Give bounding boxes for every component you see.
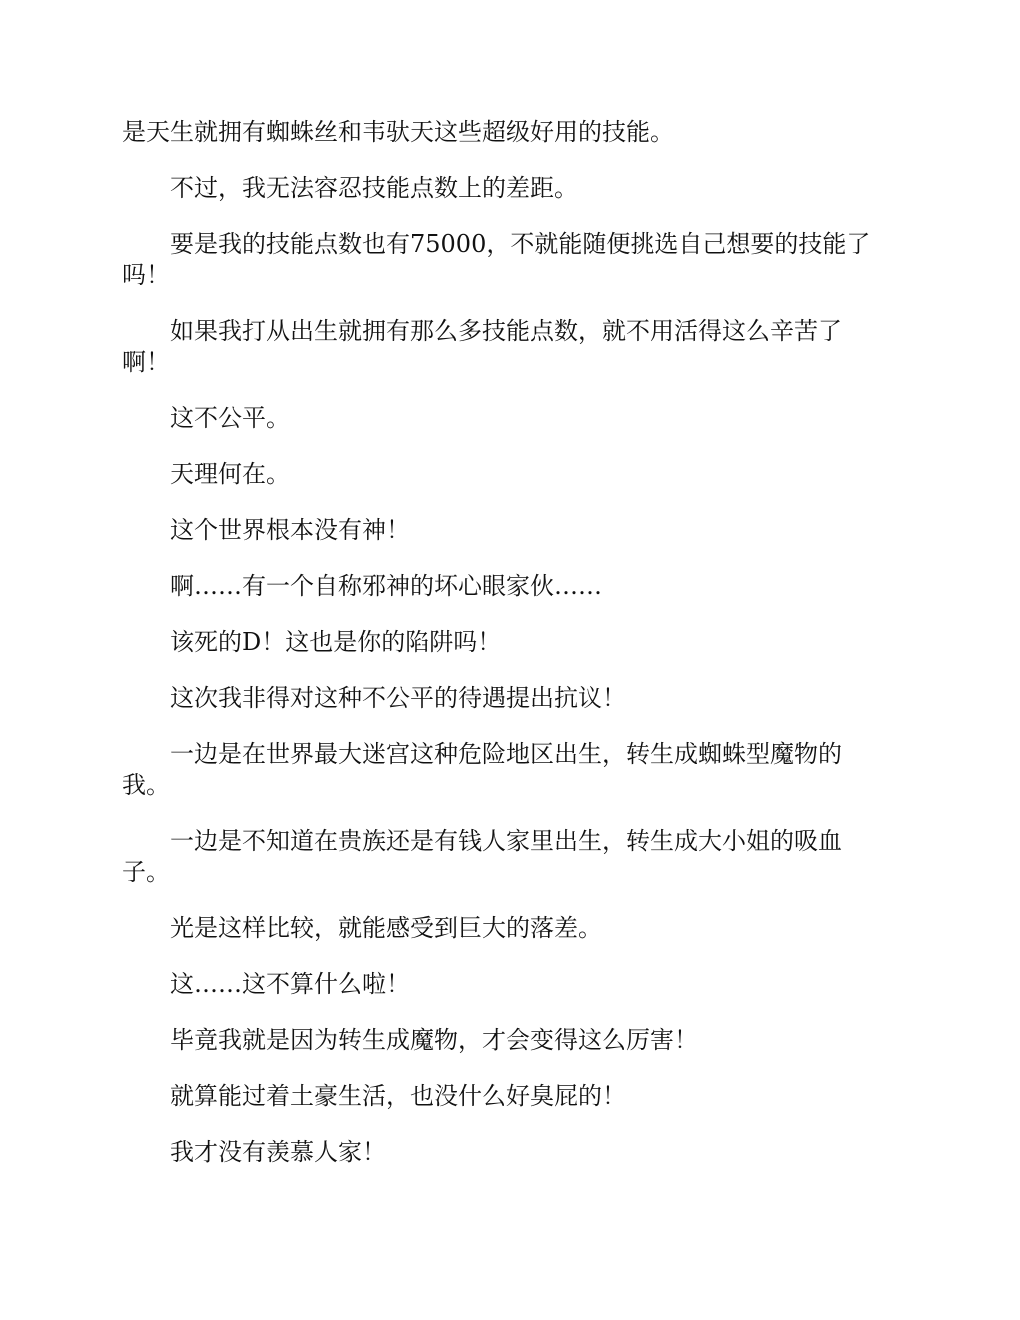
paragraph: 不过，我无法容忍技能点数上的差距。: [170, 174, 578, 202]
paragraph: 我才没有羡慕人家！: [170, 1138, 386, 1166]
paragraph: 一边是在世界最大迷宫这种危险地区出生，转生成蜘蛛型魔物的我。: [122, 740, 842, 799]
paragraph: 这不公平。: [170, 404, 290, 432]
paragraph: 这次我非得对这种不公平的待遇提出抗议！: [170, 684, 626, 712]
paragraph: 该死的D！这也是你的陷阱吗！: [170, 628, 502, 656]
paragraph: 这……这不算什么啦！: [170, 970, 410, 998]
document-body: [122, 117, 878, 1193]
paragraph: 毕竟我就是因为转生成魔物，才会变得这么厉害！: [170, 1026, 698, 1054]
paragraph: 就算能过着土豪生活，也没什么好臭屁的！: [170, 1082, 626, 1110]
paragraph: 天理何在。: [170, 460, 290, 488]
paragraph-continuation: 是天生就拥有蜘蛛丝和韦驮天这些超级好用的技能。: [122, 118, 674, 146]
paragraph: 啊……有一个自称邪神的坏心眼家伙……: [170, 572, 602, 600]
paragraph: 这个世界根本没有神！: [170, 516, 410, 544]
paragraph: 光是这样比较，就能感受到巨大的落差。: [170, 914, 602, 942]
paragraph: 如果我打从出生就拥有那么多技能点数，就不用活得这么辛苦了啊！: [122, 317, 842, 376]
paragraph: 一边是不知道在贵族还是有钱人家里出生，转生成大小姐的吸血子。: [122, 827, 842, 886]
paragraph: 要是我的技能点数也有75000，不就能随便挑选自己想要的技能了吗！: [122, 230, 871, 289]
